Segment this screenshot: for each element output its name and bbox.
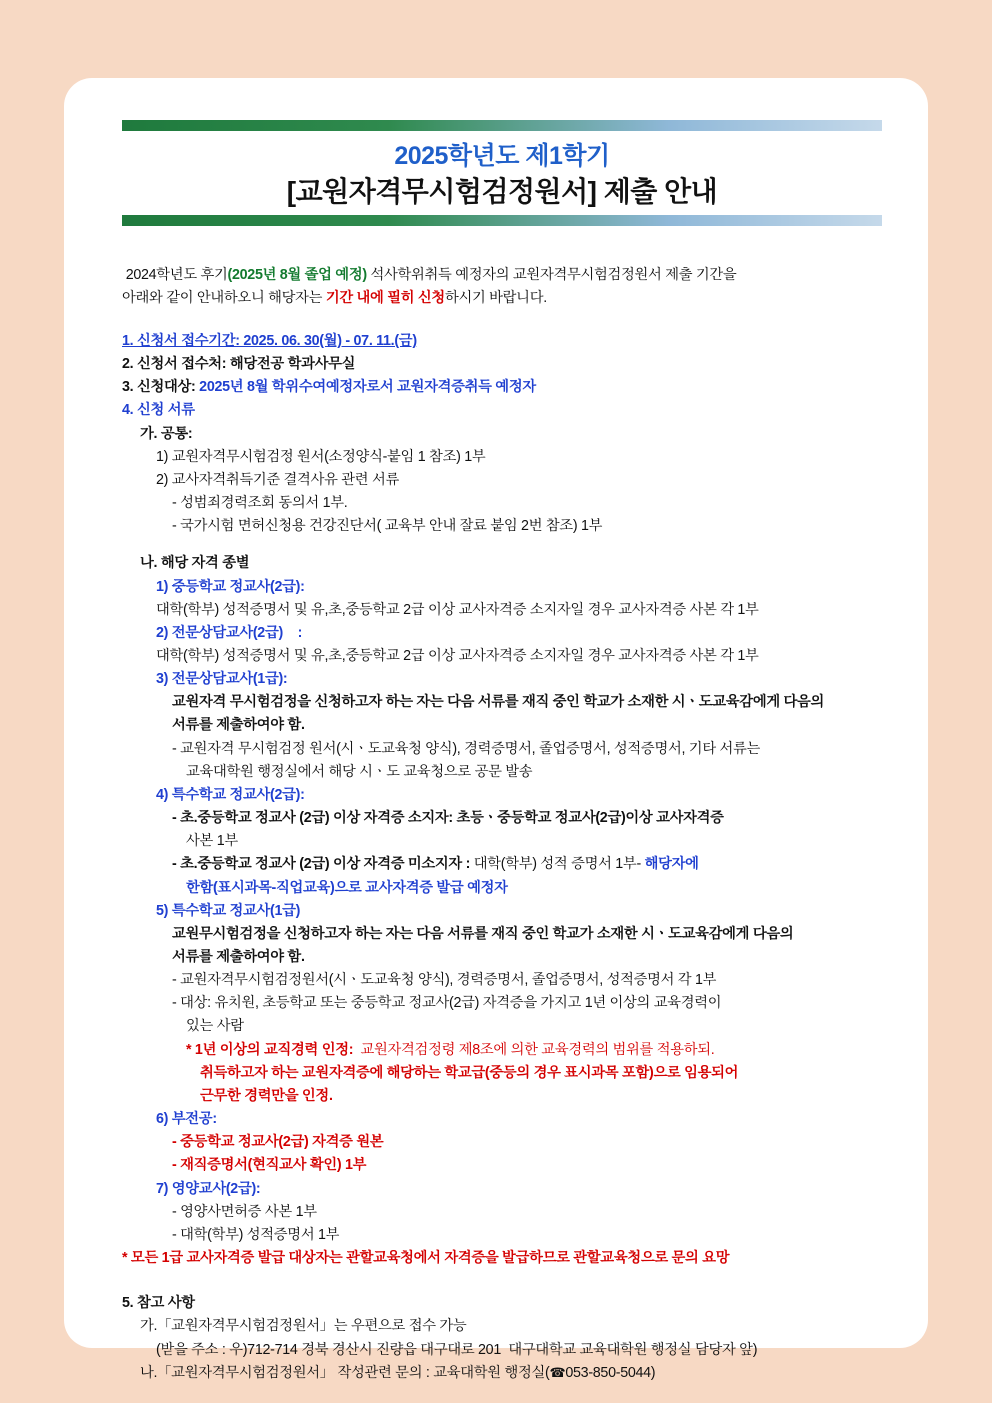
type-6-label: 6) 부전공:: [156, 1111, 217, 1128]
type-5-text-2: 서류를 제출하여야 함.: [172, 949, 305, 966]
type-5-text-5: 있는 사람: [186, 1018, 244, 1035]
type-5-text-7: 취득하고자 하는 교원자격증에 해당하는 학교급(중등의 경우 표시과목 포함)으로 임용되어: [200, 1064, 739, 1081]
type-5-text-8: 근무한 경력만을 인정.: [200, 1087, 333, 1104]
type-5-text-6: [122, 1039, 882, 1062]
ga-item-2-sub-2: - 국가시험 면허신청용 건강진단서( 교육부 안내 잘료 붙임 2번 참조) 1부: [172, 518, 603, 535]
intro-line-2-highlight: 기간 내에 필히 신청: [325, 289, 445, 306]
type-4-text-2: 사본 1부: [186, 833, 238, 850]
item-5-na: [122, 1362, 882, 1385]
document-page: [64, 78, 928, 1381]
note-all-level1-certificates: * 모든 1급 교사자격증 발급 대상자는 관할교육청에서 자격증을 발급하므로 관할교육청으로 문의 요망: [122, 1250, 730, 1267]
type-6-text-1: - 중등학교 정교사(2급) 자격증 원본: [172, 1134, 384, 1151]
type-1-label: 1) 중등학교 정교사(2급):: [156, 578, 305, 595]
item-2-submission-place: 2. 신청서 접수처: 해당전공 학과사무실: [122, 356, 356, 373]
type-7-text-2: - 대학(학부) 성적증명서 1부: [172, 1226, 340, 1243]
section-na-qualification-types: 나. 해당 자격 종별: [140, 555, 250, 572]
type-5-text-3: - 교원자격무시험검정원서(시ㆍ도교육청 양식), 경력증명서, 졸업증명서, 성적증명서 각 1부: [172, 972, 717, 989]
type-5-text-6-a: * 1년 이상의 교직경력 인정:: [186, 1041, 354, 1058]
item-5-na-b: 053-850-5044): [565, 1364, 656, 1381]
intro-line-1-c: 석사학위취득 예정자의 교원자격무시험검정원서 제출 기간을: [366, 266, 737, 283]
type-3-text-4: 교육대학원 행정실에서 해당 시ㆍ도 교육청으로 공문 발송: [186, 763, 533, 780]
type-5-label: 5) 특수학교 정교사(1급): [156, 902, 301, 919]
title-divider-top: [122, 120, 882, 131]
intro-paragraph: [122, 264, 882, 310]
intro-line-1: [122, 264, 882, 287]
intro-line-1-highlight: (2025년 8월 졸업 예정): [227, 266, 367, 283]
item-1-application-period: 1. 신청서 접수기간: 2025. 06. 30(월) - 07. 11.(금): [122, 332, 417, 349]
item-5-ga-address: (받을 주소 : 우)712-714 경북 경산시 진량읍 대구대로 201 대구대학교 교육대학원 행정실 담당자 앞): [156, 1341, 758, 1358]
type-4-text-3-b: 대학(학부) 성적 증명서 1부-: [473, 856, 645, 873]
document-body: [122, 264, 882, 1385]
item-4-documents: 4. 신청 서류: [122, 402, 195, 419]
type-3-label: 3) 전문상담교사(1급):: [156, 671, 288, 688]
type-5-text-6-b: 교원자격검정령 제8조에 의한 교육경력의 범위를 적용하되.: [353, 1041, 715, 1058]
item-5-ga: 가.「교원자격무시험검정원서」는 우편으로 접수 가능: [140, 1318, 467, 1335]
type-5-text-4: - 대상: 유치원, 초등학교 또는 중등학교 정교사(2급) 자격증을 가지고 1년 이상의 교육경력이: [172, 995, 722, 1012]
ga-item-2: 2) 교사자격취득기준 결격사유 관련 서류: [156, 471, 399, 488]
intro-line-2-c: 하시기 바랍니다.: [444, 289, 547, 306]
item-5-label: 5. 참고 사항: [122, 1295, 195, 1312]
item-3-target: [122, 376, 882, 399]
type-3-text-1: 교원자격 무시험검정을 신청하고자 하는 자는 다음 서류를 재직 중인 학교가 소재한 시ㆍ도교육감에게 다음의: [172, 694, 825, 711]
type-5-text-1: 교원무시험검정을 신청하고자 하는 자는 다음 서류를 재직 중인 학교가 소재한 시ㆍ도교육감에게 다음의: [172, 925, 794, 942]
type-3-text-2: 서류를 제출하여야 함.: [172, 717, 305, 734]
section-5-reference: [122, 1292, 882, 1385]
intro-line-1-a: 2024학년도 후기: [122, 266, 228, 283]
intro-line-2-a: 아래와 같이 안내하오니 해당자는: [122, 289, 326, 306]
item-3-value: 2025년 8월 학위수여예정자로서 교원자격증취득 예정자: [199, 379, 536, 396]
item-5-na-a: 나.「교원자격무시험검정원서」 작성관련 문의 : 교육대학원 행정실(: [140, 1364, 550, 1381]
item-3-label: 3. 신청대상:: [122, 379, 200, 396]
title-block: [122, 120, 882, 226]
ga-item-1: 1) 교원자격무시험검정 원서(소정양식-붙임 1 참조) 1부: [156, 448, 486, 465]
document-content: [122, 120, 882, 1385]
title-text-block: [122, 131, 882, 215]
type-4-text-3: [122, 853, 882, 876]
page-title-line1: 2025학년도 제1학기: [394, 142, 610, 170]
type-2-text: 대학(학부) 성적증명서 및 유,초,중등학교 2급 이상 교사자격증 소지자일 경우 교사자격증 사본 각 1부: [156, 647, 759, 664]
ga-item-2-sub-1: - 성범죄경력조회 동의서 1부.: [172, 495, 348, 512]
type-4-label: 4) 특수학교 정교사(2급):: [156, 786, 305, 803]
section-ga-common: 가. 공통:: [140, 425, 193, 442]
title-divider-bottom: [122, 215, 882, 226]
type-7-text-1: - 영양사면허증 사본 1부: [172, 1203, 317, 1220]
phone-icon: ☎: [549, 1364, 566, 1380]
type-4-text-3-c: 해당자에: [644, 856, 699, 873]
type-3-text-3: - 교원자격 무시험검정 원서(시ㆍ도교육청 양식), 경력증명서, 졸업증명서, 성적증명서, 기타 서류는: [172, 740, 761, 757]
type-4-text-3-a: - 초.중등학교 정교사 (2급) 이상 자격증 미소지자 :: [172, 856, 474, 873]
page-title-line2: [교원자격무시험검정원서] 제출 안내: [286, 176, 718, 208]
type-7-label: 7) 영양교사(2급):: [156, 1180, 261, 1197]
type-2-label: 2) 전문상담교사(2급) :: [156, 624, 303, 641]
intro-line-2: [122, 287, 882, 310]
type-1-text: 대학(학부) 성적증명서 및 유,초,중등학교 2급 이상 교사자격증 소지자일 경우 교사자격증 사본 각 1부: [156, 601, 759, 618]
spacer-1: [122, 538, 882, 552]
type-4-text-1: - 초.중등학교 정교사 (2급) 이상 자격증 소지자: 초등ㆍ중등학교 정교사(2급)이상 교사자격증: [172, 810, 724, 827]
type-6-text-2: - 재직증명서(현직교사 확인) 1부: [172, 1157, 367, 1174]
type-4-text-4: 한함(표시과목-직업교육)으로 교사자격증 발급 예정자: [186, 879, 508, 896]
